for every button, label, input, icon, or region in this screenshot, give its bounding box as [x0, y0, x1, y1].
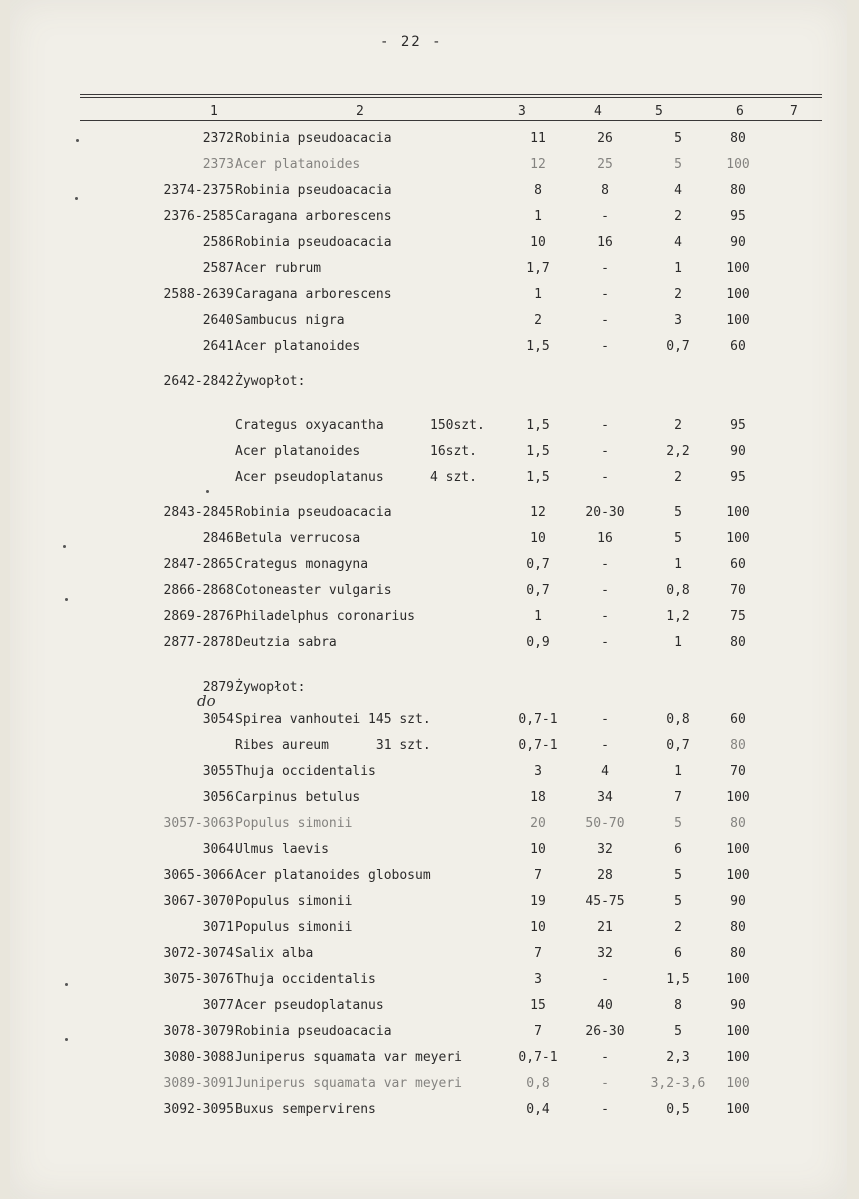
row-number: 2376-2585 — [163, 209, 234, 224]
hedge-label: Żywopłot: — [235, 680, 306, 695]
cell-col6: 95 — [730, 209, 746, 224]
row-number: 3057-3063 — [163, 816, 234, 831]
cell-col5: 5 — [674, 157, 682, 172]
table-top-rule — [80, 94, 822, 95]
row-number: 2869-2876 — [163, 609, 234, 624]
species-name: Acer platanoides globosum — [235, 868, 431, 883]
table-row — [10, 131, 847, 151]
table-row — [10, 313, 847, 333]
plant-count: 16szt. — [430, 444, 477, 459]
cell-col5: 2 — [674, 418, 682, 433]
column-header-4: 4 — [594, 104, 602, 119]
cell-col5: 4 — [674, 183, 682, 198]
page-number: - 22 - — [380, 34, 443, 50]
species-name: Caragana arborescens — [235, 287, 392, 302]
row-number: 2846 — [202, 531, 234, 546]
cell-col6: 100 — [726, 313, 750, 328]
table-row — [10, 339, 847, 359]
cell-col6: 80 — [730, 920, 746, 935]
cell-col4: - — [601, 712, 609, 727]
row-number: 2866-2868 — [163, 583, 234, 598]
row-number: 3077 — [202, 998, 234, 1013]
cell-col5: 0,7 — [666, 738, 690, 753]
cell-col3: 10 — [530, 235, 546, 250]
margin-mark — [65, 1038, 68, 1041]
species-name: Sambucus nigra — [235, 313, 345, 328]
cell-col3: 7 — [534, 1024, 542, 1039]
cell-col5: 4 — [674, 235, 682, 250]
handwritten-note: do — [197, 692, 216, 710]
species-name: Robinia pseudoacacia — [235, 505, 392, 520]
cell-col3: 1 — [534, 287, 542, 302]
row-number: 3056 — [202, 790, 234, 805]
species-name: Acer pseudoplatanus — [235, 470, 384, 485]
row-number: 2879 — [202, 680, 234, 695]
cell-col4: 32 — [597, 842, 613, 857]
species-name: Acer platanoides — [235, 157, 361, 172]
cell-col4: 8 — [601, 183, 609, 198]
species-name: Acer rubrum — [235, 261, 322, 276]
cell-col4: 32 — [597, 946, 613, 961]
cell-col3: 12 — [530, 505, 546, 520]
cell-col6: 60 — [730, 339, 746, 354]
row-number: 3065-3066 — [163, 868, 234, 883]
cell-col6: 90 — [730, 444, 746, 459]
cell-col4: 40 — [597, 998, 613, 1013]
cell-col4: - — [601, 609, 609, 624]
cell-col5: 5 — [674, 816, 682, 831]
row-number: 3064 — [202, 842, 234, 857]
cell-col3: 0,8 — [526, 1076, 550, 1091]
cell-col5: 2 — [674, 287, 682, 302]
cell-col4: 20-30 — [585, 505, 625, 520]
row-number: 3075-3076 — [163, 972, 234, 987]
cell-col3: 10 — [530, 842, 546, 857]
table-row — [10, 712, 847, 732]
cell-col4: 16 — [597, 531, 613, 546]
cell-col5: 0,8 — [666, 583, 690, 598]
cell-col6: 100 — [726, 972, 750, 987]
table-row — [10, 972, 847, 992]
cell-col3: 0,7-1 — [518, 1050, 558, 1065]
table-row — [10, 235, 847, 255]
species-name: Caragana arborescens — [235, 209, 392, 224]
cell-col3: 0,7-1 — [518, 738, 558, 753]
cell-col5: 2 — [674, 209, 682, 224]
cell-col3: 1,5 — [526, 444, 550, 459]
species-name: Acer platanoides — [235, 339, 361, 354]
document-page — [10, 0, 847, 1199]
cell-col3: 15 — [530, 998, 546, 1013]
cell-col6: 80 — [730, 738, 746, 753]
column-header-6: 6 — [736, 104, 744, 119]
cell-col4: - — [601, 1076, 609, 1091]
hedge-label: Żywopłot: — [235, 374, 306, 389]
cell-col5: 1,2 — [666, 609, 690, 624]
table-row — [10, 183, 847, 203]
table-row — [10, 1076, 847, 1096]
row-number: 2843-2845 — [163, 505, 234, 520]
species-name: Juniperus squamata var meyeri — [235, 1076, 462, 1091]
cell-col3: 12 — [530, 157, 546, 172]
cell-col6: 100 — [726, 1024, 750, 1039]
column-header-5: 5 — [655, 104, 663, 119]
species-name: Populus simonii — [235, 816, 353, 831]
cell-col3: 11 — [530, 131, 546, 146]
margin-mark — [76, 139, 79, 142]
column-header-3: 3 — [518, 104, 526, 119]
cell-col6: 80 — [730, 946, 746, 961]
species-name: Betula verrucosa — [235, 531, 361, 546]
table-row — [10, 1050, 847, 1070]
cell-col3: 7 — [534, 946, 542, 961]
cell-col6: 90 — [730, 235, 746, 250]
plant-count: 4 szt. — [430, 470, 477, 485]
table-row — [10, 946, 847, 966]
row-number: 2877-2878 — [163, 635, 234, 650]
cell-col4: - — [601, 470, 609, 485]
cell-col4: 25 — [597, 157, 613, 172]
cell-col3: 0,7 — [526, 583, 550, 598]
species-name: Ribes aureum 31 szt. — [235, 738, 431, 753]
cell-col5: 2 — [674, 470, 682, 485]
species-name: Ulmus laevis — [235, 842, 329, 857]
species-name: Robinia pseudoacacia — [235, 131, 392, 146]
plant-count: 150szt. — [430, 418, 485, 433]
species-name: Robinia pseudoacacia — [235, 235, 392, 250]
cell-col6: 100 — [726, 842, 750, 857]
table-row — [10, 842, 847, 862]
row-number: 3067-3070 — [163, 894, 234, 909]
cell-col4: 34 — [597, 790, 613, 805]
table-row — [10, 764, 847, 784]
cell-col3: 10 — [530, 920, 546, 935]
cell-col5: 3,2-3,6 — [650, 1076, 706, 1091]
cell-col3: 1,5 — [526, 470, 550, 485]
cell-col6: 90 — [730, 998, 746, 1013]
cell-col6: 75 — [730, 609, 746, 624]
cell-col4: 26-30 — [585, 1024, 625, 1039]
cell-col6: 100 — [726, 1102, 750, 1117]
table-row — [10, 894, 847, 914]
cell-col4: - — [601, 209, 609, 224]
row-number: 2588-2639 — [163, 287, 234, 302]
cell-col6: 100 — [726, 1050, 750, 1065]
row-number: 2642-2842 — [163, 374, 234, 389]
cell-col4: - — [601, 1102, 609, 1117]
species-name: Thuja occidentalis — [235, 764, 376, 779]
species-name: Populus simonii — [235, 894, 353, 909]
table-row — [10, 583, 847, 603]
table-row — [10, 505, 847, 525]
cell-col5: 1 — [674, 261, 682, 276]
cell-col4: 4 — [601, 764, 609, 779]
cell-col3: 0,7 — [526, 557, 550, 572]
cell-col3: 1 — [534, 609, 542, 624]
row-number: 3055 — [202, 764, 234, 779]
cell-col5: 8 — [674, 998, 682, 1013]
cell-col3: 0,4 — [526, 1102, 550, 1117]
cell-col3: 0,9 — [526, 635, 550, 650]
species-name: Acer platanoides — [235, 444, 361, 459]
cell-col3: 18 — [530, 790, 546, 805]
cell-col5: 1 — [674, 764, 682, 779]
cell-col6: 90 — [730, 894, 746, 909]
cell-col5: 1,5 — [666, 972, 690, 987]
cell-col4: 26 — [597, 131, 613, 146]
table-row — [10, 418, 847, 438]
cell-col6: 100 — [726, 790, 750, 805]
cell-col6: 70 — [730, 583, 746, 598]
cell-col5: 7 — [674, 790, 682, 805]
species-name: Juniperus squamata var meyeri — [235, 1050, 462, 1065]
species-name: Crategus oxyacantha — [235, 418, 384, 433]
species-name: Robinia pseudoacacia — [235, 1024, 392, 1039]
table-row — [10, 261, 847, 281]
species-name: Carpinus betulus — [235, 790, 361, 805]
cell-col6: 80 — [730, 183, 746, 198]
species-name: Salix alba — [235, 946, 314, 961]
species-name: Thuja occidentalis — [235, 972, 376, 987]
table-row — [10, 374, 847, 394]
cell-col4: - — [601, 313, 609, 328]
species-name: Buxus sempervirens — [235, 1102, 376, 1117]
table-row — [10, 209, 847, 229]
table-row — [10, 816, 847, 836]
table-row — [10, 470, 847, 490]
table-row — [10, 609, 847, 629]
cell-col3: 20 — [530, 816, 546, 831]
column-header-2: 2 — [356, 104, 364, 119]
table-row — [10, 738, 847, 758]
margin-mark — [75, 197, 78, 200]
cell-col3: 1,7 — [526, 261, 550, 276]
cell-col4: 50-70 — [585, 816, 625, 831]
row-number: 2374-2375 — [163, 183, 234, 198]
margin-mark — [65, 598, 68, 601]
margin-mark — [206, 490, 209, 493]
cell-col5: 2 — [674, 920, 682, 935]
cell-col4: - — [601, 418, 609, 433]
cell-col5: 1 — [674, 635, 682, 650]
cell-col5: 6 — [674, 842, 682, 857]
cell-col5: 5 — [674, 894, 682, 909]
species-name: Deutzia sabra — [235, 635, 337, 650]
table-row — [10, 680, 847, 700]
cell-col4: - — [601, 557, 609, 572]
table-row — [10, 444, 847, 464]
cell-col6: 100 — [726, 287, 750, 302]
table-row — [10, 868, 847, 888]
cell-col4: - — [601, 287, 609, 302]
species-name: Populus simonii — [235, 920, 353, 935]
row-number: 3078-3079 — [163, 1024, 234, 1039]
cell-col5: 5 — [674, 505, 682, 520]
species-name: Spirea vanhoutei 145 szt. — [235, 712, 431, 727]
cell-col4: - — [601, 635, 609, 650]
row-number: 2847-2865 — [163, 557, 234, 572]
table-row — [10, 635, 847, 655]
table-top-rule-2 — [80, 97, 822, 98]
cell-col3: 2 — [534, 313, 542, 328]
species-name: Crategus monagyna — [235, 557, 369, 572]
cell-col3: 7 — [534, 868, 542, 883]
cell-col5: 0,8 — [666, 712, 690, 727]
cell-col4: - — [601, 972, 609, 987]
cell-col3: 1 — [534, 209, 542, 224]
cell-col3: 1,5 — [526, 339, 550, 354]
table-row — [10, 157, 847, 177]
cell-col4: 45-75 — [585, 894, 625, 909]
species-name: Cotoneaster vulgaris — [235, 583, 392, 598]
table-header-rule — [80, 120, 822, 121]
cell-col6: 100 — [726, 1076, 750, 1091]
cell-col4: - — [601, 738, 609, 753]
cell-col6: 100 — [726, 868, 750, 883]
cell-col3: 0,7-1 — [518, 712, 558, 727]
cell-col6: 95 — [730, 418, 746, 433]
table-row — [10, 1102, 847, 1122]
cell-col5: 1 — [674, 557, 682, 572]
cell-col6: 95 — [730, 470, 746, 485]
row-number: 2641 — [202, 339, 234, 354]
row-number: 3089-3091 — [163, 1076, 234, 1091]
cell-col6: 100 — [726, 261, 750, 276]
cell-col3: 19 — [530, 894, 546, 909]
cell-col6: 80 — [730, 816, 746, 831]
cell-col3: 3 — [534, 972, 542, 987]
species-name: Acer pseudoplatanus — [235, 998, 384, 1013]
table-row — [10, 557, 847, 577]
table-row — [10, 790, 847, 810]
table-row — [10, 920, 847, 940]
row-number: 2372 — [202, 131, 234, 146]
row-number: 2586 — [202, 235, 234, 250]
cell-col5: 6 — [674, 946, 682, 961]
cell-col4: - — [601, 261, 609, 276]
cell-col4: - — [601, 444, 609, 459]
cell-col5: 0,7 — [666, 339, 690, 354]
cell-col5: 5 — [674, 1024, 682, 1039]
cell-col3: 3 — [534, 764, 542, 779]
cell-col5: 2,3 — [666, 1050, 690, 1065]
cell-col4: 21 — [597, 920, 613, 935]
table-row — [10, 998, 847, 1018]
cell-col5: 5 — [674, 868, 682, 883]
cell-col6: 60 — [730, 712, 746, 727]
table-row — [10, 531, 847, 551]
species-name: Robinia pseudoacacia — [235, 183, 392, 198]
row-number: 3080-3088 — [163, 1050, 234, 1065]
margin-mark — [65, 983, 68, 986]
species-name: Philadelphus coronarius — [235, 609, 416, 624]
cell-col6: 100 — [726, 157, 750, 172]
row-number: 3071 — [202, 920, 234, 935]
cell-col6: 70 — [730, 764, 746, 779]
row-number: 2640 — [202, 313, 234, 328]
cell-col5: 5 — [674, 131, 682, 146]
row-number: 3092-3095 — [163, 1102, 234, 1117]
cell-col4: 28 — [597, 868, 613, 883]
cell-col5: 3 — [674, 313, 682, 328]
cell-col6: 80 — [730, 635, 746, 650]
row-number: 3054 — [202, 712, 234, 727]
row-number: 2373 — [202, 157, 234, 172]
cell-col5: 5 — [674, 531, 682, 546]
cell-col3: 8 — [534, 183, 542, 198]
cell-col5: 0,5 — [666, 1102, 690, 1117]
column-header-1: 1 — [210, 104, 218, 119]
cell-col5: 2,2 — [666, 444, 690, 459]
cell-col4: - — [601, 583, 609, 598]
cell-col4: - — [601, 339, 609, 354]
margin-mark — [63, 545, 66, 548]
cell-col4: - — [601, 1050, 609, 1065]
column-header-7: 7 — [790, 104, 798, 119]
cell-col6: 100 — [726, 531, 750, 546]
cell-col6: 100 — [726, 505, 750, 520]
cell-col4: 16 — [597, 235, 613, 250]
cell-col3: 10 — [530, 531, 546, 546]
cell-col6: 60 — [730, 557, 746, 572]
cell-col6: 80 — [730, 131, 746, 146]
row-number: 3072-3074 — [163, 946, 234, 961]
row-number: 2587 — [202, 261, 234, 276]
table-row — [10, 287, 847, 307]
table-row — [10, 1024, 847, 1044]
cell-col3: 1,5 — [526, 418, 550, 433]
